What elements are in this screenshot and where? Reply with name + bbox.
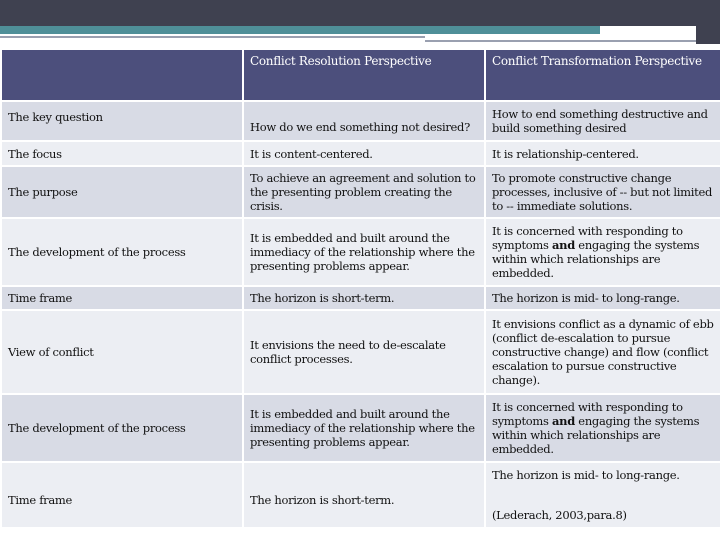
resolution-cell: It envisions the need to de-escalate conflict processes. [243,310,485,394]
table-row [1,101,720,141]
table-row [1,286,720,310]
transformation-cell [485,218,720,286]
transformation-cell: How to end something destructive and build something desired [485,101,720,141]
resolution-cell: How do we end something not desired? [243,101,485,141]
transformation-text-post: engaging the systems within which relationships are embedded. [492,414,700,456]
transformation-text-bold: and [551,238,575,252]
row-label: The development of the process [1,394,243,462]
resolution-cell: The horizon is short-term. [243,462,485,528]
resolution-cell: It is embedded and built around the immediacy of the relationship where the presenting problems appear. [243,218,485,286]
title-bar-decoration [0,0,720,26]
transformation-text-pre: It is concerned with responding to symptoms [492,224,683,252]
row-label: The key question [1,101,243,141]
table-row [1,166,720,218]
transformation-text-pre: It is concerned with responding to symptoms [492,400,683,428]
accent-stripe [0,26,600,34]
resolution-cell: It is embedded and built around the immediacy of the relationship where the presenting problems appear. [243,394,485,462]
transformation-cell: To promote constructive change processes, inclusive of -- but not limited to -- immediate solutions. [485,166,720,218]
row-label: The focus [1,141,243,166]
citation: (Lederach, 2003,para.8) [492,508,627,522]
transformation-text: The horizon is mid- to long-range. [492,468,680,482]
row-label: The purpose [1,166,243,218]
header-resolution: Conflict Resolution Perspective [243,49,485,101]
table-row [1,462,720,528]
transformation-cell: The horizon is mid- to long-range. [485,286,720,310]
accent-rule-left [0,36,425,38]
row-label: Time frame [1,462,243,528]
resolution-cell: The horizon is short-term. [243,286,485,310]
comparison-table [0,48,720,529]
transformation-cell [485,394,720,462]
table-row [1,394,720,462]
transformation-cell: It is relationship-centered. [485,141,720,166]
header-blank-cell [1,49,243,101]
table-row [1,218,720,286]
accent-rule-right [425,40,720,42]
resolution-cell: To achieve an agreement and solution to the presenting problem creating the crisis. [243,166,485,218]
transformation-text-post: engaging the systems within which relationships are embedded. [492,238,700,280]
table-row [1,310,720,394]
transformation-text-bold: and [551,414,575,428]
header-transformation: Conflict Transformation Perspective [485,49,720,101]
table-header-row [1,49,720,101]
resolution-cell: It is content-centered. [243,141,485,166]
row-label: View of conflict [1,310,243,394]
transformation-cell [485,462,720,528]
corner-block-decoration [696,0,720,44]
row-label: The development of the process [1,218,243,286]
row-label: Time frame [1,286,243,310]
transformation-cell: It envisions conflict as a dynamic of ebb (conflict de-escalation to pursue constructive change) and flow (conflict escalation to pursue constructive change). [485,310,720,394]
table-row [1,141,720,166]
